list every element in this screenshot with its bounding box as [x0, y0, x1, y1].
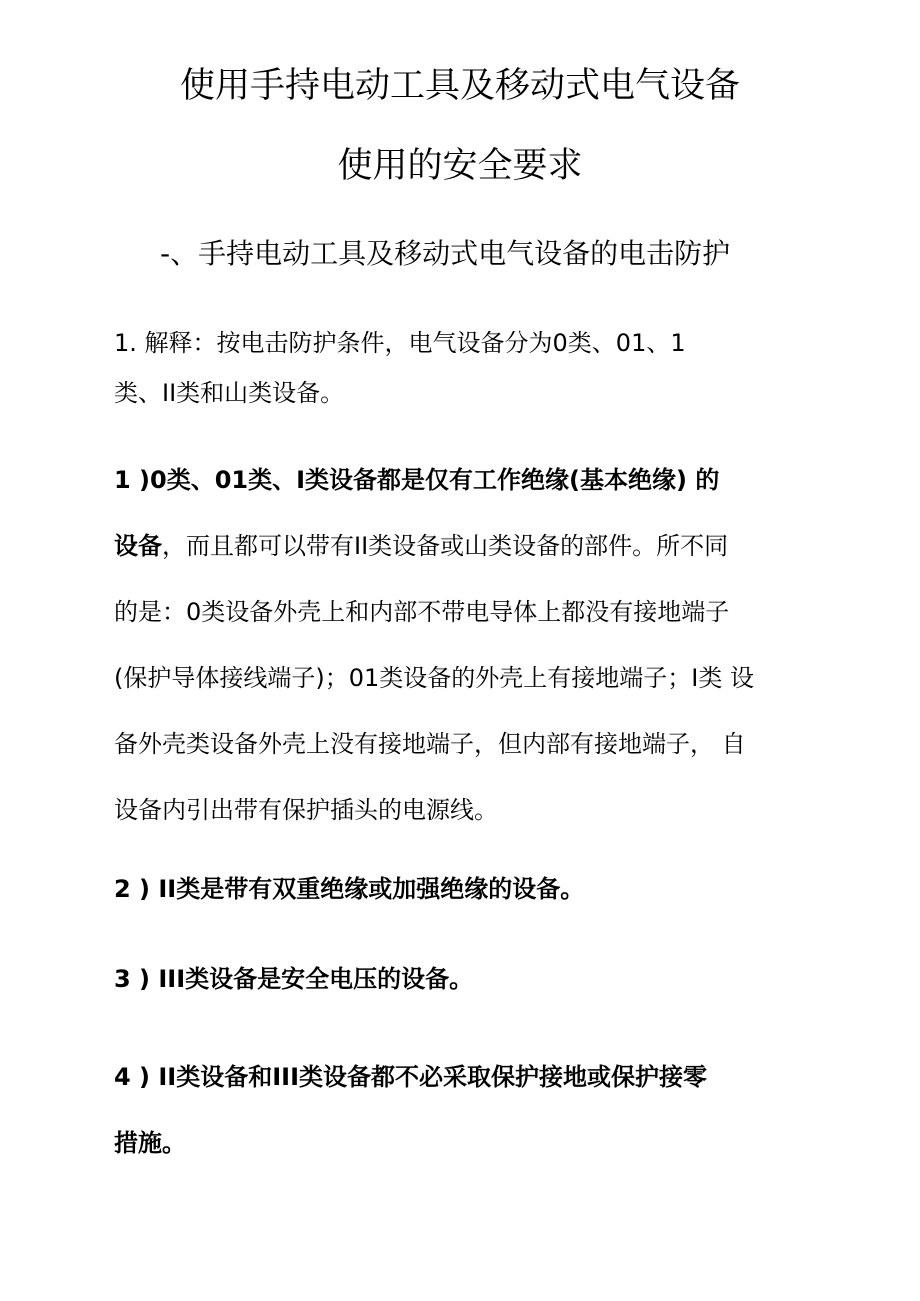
document-title-line-1: 使用手持电动工具及移动式电气设备 — [179, 66, 740, 106]
paragraph-class-0-01-1-body: ，而且都可以带有II类设备或山类设备的部件。所不同 的是：0类设备外壳上和内部不带电导体上都没有接地端子 (保护导体接线端子)；01类设备的外壳上有接地端子；I类 设 备外壳类设备外壳上没有接地端子，但内部有接地端子， 自 设备内引出带有保护插头的电源线。 — [114, 532, 754, 824]
paragraph-class-0-01-1 — [114, 447, 814, 843]
document-title-line-2: 使用的安全要求 — [337, 146, 583, 186]
paragraph-explanation: 1. 解释：按电击防护条件，电气设备分为0类、01、1 类、II类和山类设备。 — [114, 329, 686, 407]
paragraph-class-2-3-grounding: 4 ) II类设备和III类设备都不必采取保护接地或保护接零 措施。 — [114, 1063, 708, 1157]
paragraph-class-3: 3 ) III类设备是安全电压的设备。 — [114, 965, 474, 993]
paragraph-class-2: 2 ) II类是带有双重绝缘或加强绝缘的设备。 — [114, 875, 585, 903]
paragraph-class-0-01-1-bold: 1 )0类、01类、I类设备都是仅有工作绝缘(基本绝缘) 的 设备 — [114, 466, 720, 560]
section-heading-1: -、手持电动工具及移动式电气设备的电击防护 — [160, 237, 731, 270]
